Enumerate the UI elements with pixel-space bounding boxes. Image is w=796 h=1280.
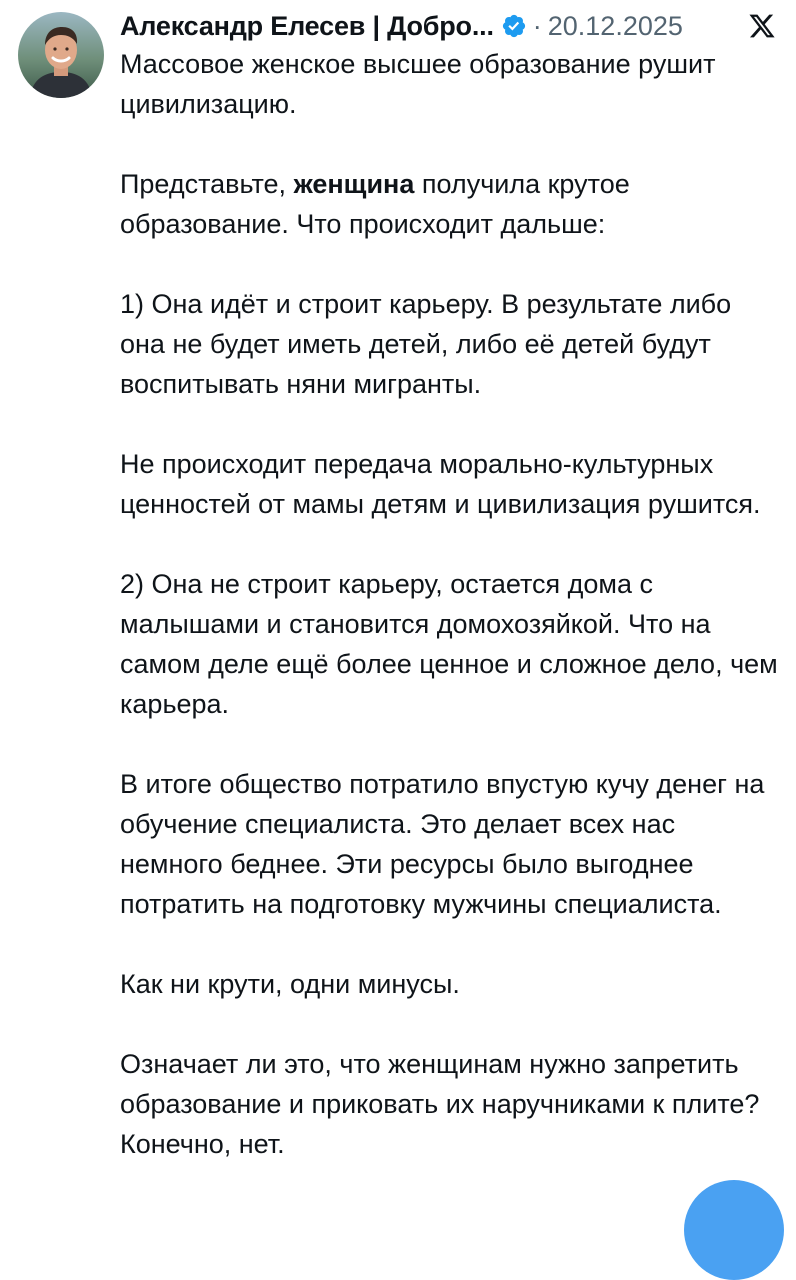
avatar[interactable] [18,12,104,98]
post-paragraph-1: Массовое женское высшее образование рушит цивилизацию. [120,49,716,119]
floating-action-button[interactable] [684,1180,784,1280]
x-logo-icon[interactable] [747,12,777,40]
header-separator: · [532,10,542,41]
p2-bold-word: женщина [293,169,415,199]
avatar-photo [18,12,104,98]
post-paragraph-6: В итоге общество потратило впустую кучу денег на обучение специалиста. Это делает всех нас немного беднее. Эти ресурсы было выгоднее потратить на подготовку мужчины специалиста. [120,769,765,919]
post-paragraph-7: Как ни крути, одни минусы. [120,969,460,999]
post-body [120,44,780,1204]
author-name[interactable]: Александр Елесев | Добро... [120,10,494,41]
post-date[interactable]: 20.12.2025 [547,10,683,41]
post-paragraph-4: Не происходит передача морально-культурных ценностей от мамы детям и цивилизация рушится. [120,449,761,519]
post-paragraph-3: 1) Она идёт и строит карьеру. В результате либо она не будет иметь детей, либо её детей будут воспитывать няни мигранты. [120,289,732,399]
p2-text-before: Представьте, [120,169,294,199]
p2-text-after: получила крутое образование. Что происходит дальше: [120,169,630,239]
post-paragraph-8: Означает ли это, что женщинам нужно запретить образование и приковать их наручниками к плите? Конечно, нет. [120,1049,760,1159]
post-paragraph-5: 2) Она не строит карьеру, остается дома с малышами и становится домохозяйкой. Что на самом деле ещё более ценное и сложное дело, чем карьера. [120,569,778,719]
verified-badge-icon [501,13,527,39]
post-paragraph-2 [120,164,780,244]
post-header [120,6,780,46]
